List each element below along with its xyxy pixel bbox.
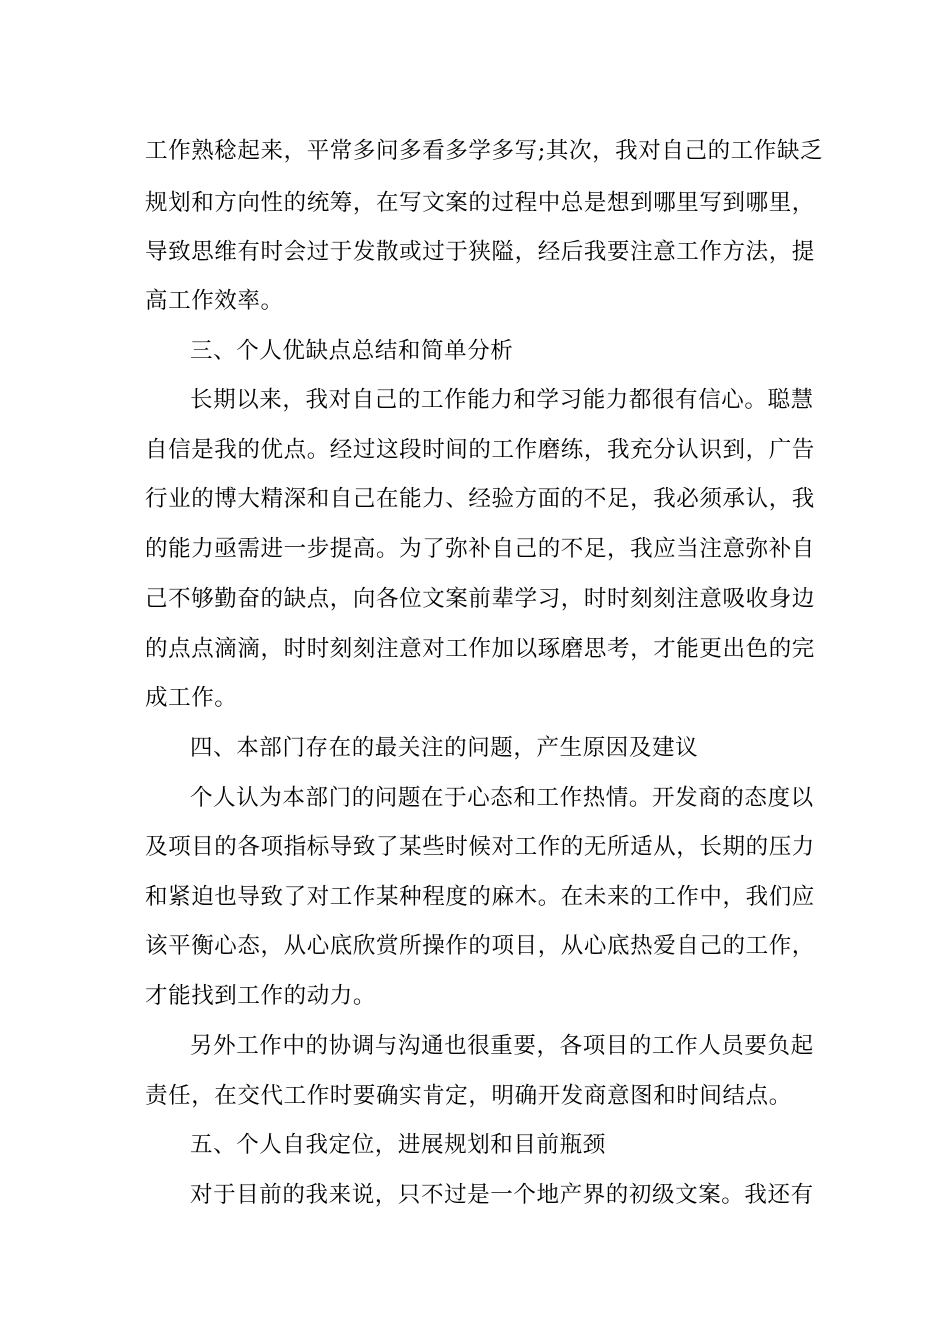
body-text-line: 高工作效率。 xyxy=(145,288,284,314)
section-heading: 四、本部门存在的最关注的问题，产生原因及建议 xyxy=(190,735,699,761)
body-text-line: 另外工作中的协调与沟通也很重要，各项目的工作人员要负起 xyxy=(190,1033,814,1059)
body-text-line: 工作熟稔起来，平常多问多看多学多写;其次，我对自己的工作缺乏 xyxy=(145,138,824,164)
body-text-line: 行业的博大精深和自己在能力、经验方面的不足，我必须承认，我 xyxy=(145,486,815,512)
body-text-line: 成工作。 xyxy=(145,685,238,711)
body-text-line: 长期以来，我对自己的工作能力和学习能力都很有信心。聪慧 xyxy=(190,387,814,413)
body-text-line: 的能力亟需进一步提高。为了弥补自己的不足，我应当注意弥补自 xyxy=(145,536,815,562)
body-text-line: 才能找到工作的动力。 xyxy=(145,983,377,1009)
body-text-line: 及项目的各项指标导致了某些时候对工作的无所适从，长期的压力 xyxy=(145,834,815,860)
body-text-line: 和紧迫也导致了对工作某种程度的麻木。在未来的工作中，我们应 xyxy=(145,884,815,910)
body-text-line: 己不够勤奋的缺点，向各位文案前辈学习，时时刻刻注意吸收身边 xyxy=(145,586,815,612)
body-text-line: 对于目前的我来说，只不过是一个地产界的初级文案。我还有 xyxy=(190,1182,814,1208)
section-heading: 五、个人自我定位，进展规划和目前瓶颈 xyxy=(190,1132,606,1158)
body-text-line: 个人认为本部门的问题在于心态和工作热情。开发商的态度以 xyxy=(190,785,814,811)
body-text-line: 该平衡心态，从心底欣赏所操作的项目，从心底热爱自己的工作， xyxy=(145,933,815,959)
body-text-line: 规划和方向性的统筹，在写文案的过程中总是想到哪里写到哪里， xyxy=(145,190,815,216)
body-text-line: 自信是我的优点。经过这段时间的工作磨练，我充分认识到，广告 xyxy=(145,437,815,463)
section-heading: 三、个人优缺点总结和简单分析 xyxy=(190,338,514,364)
body-text-line: 的点点滴滴，时时刻刻注意对工作加以琢磨思考，才能更出色的完 xyxy=(145,636,815,662)
body-text-line: 责任，在交代工作时要确实肯定，明确开发商意图和时间结点。 xyxy=(145,1083,792,1109)
body-text-line: 导致思维有时会过于发散或过于狭隘，经后我要注意工作方法，提 xyxy=(145,239,815,265)
